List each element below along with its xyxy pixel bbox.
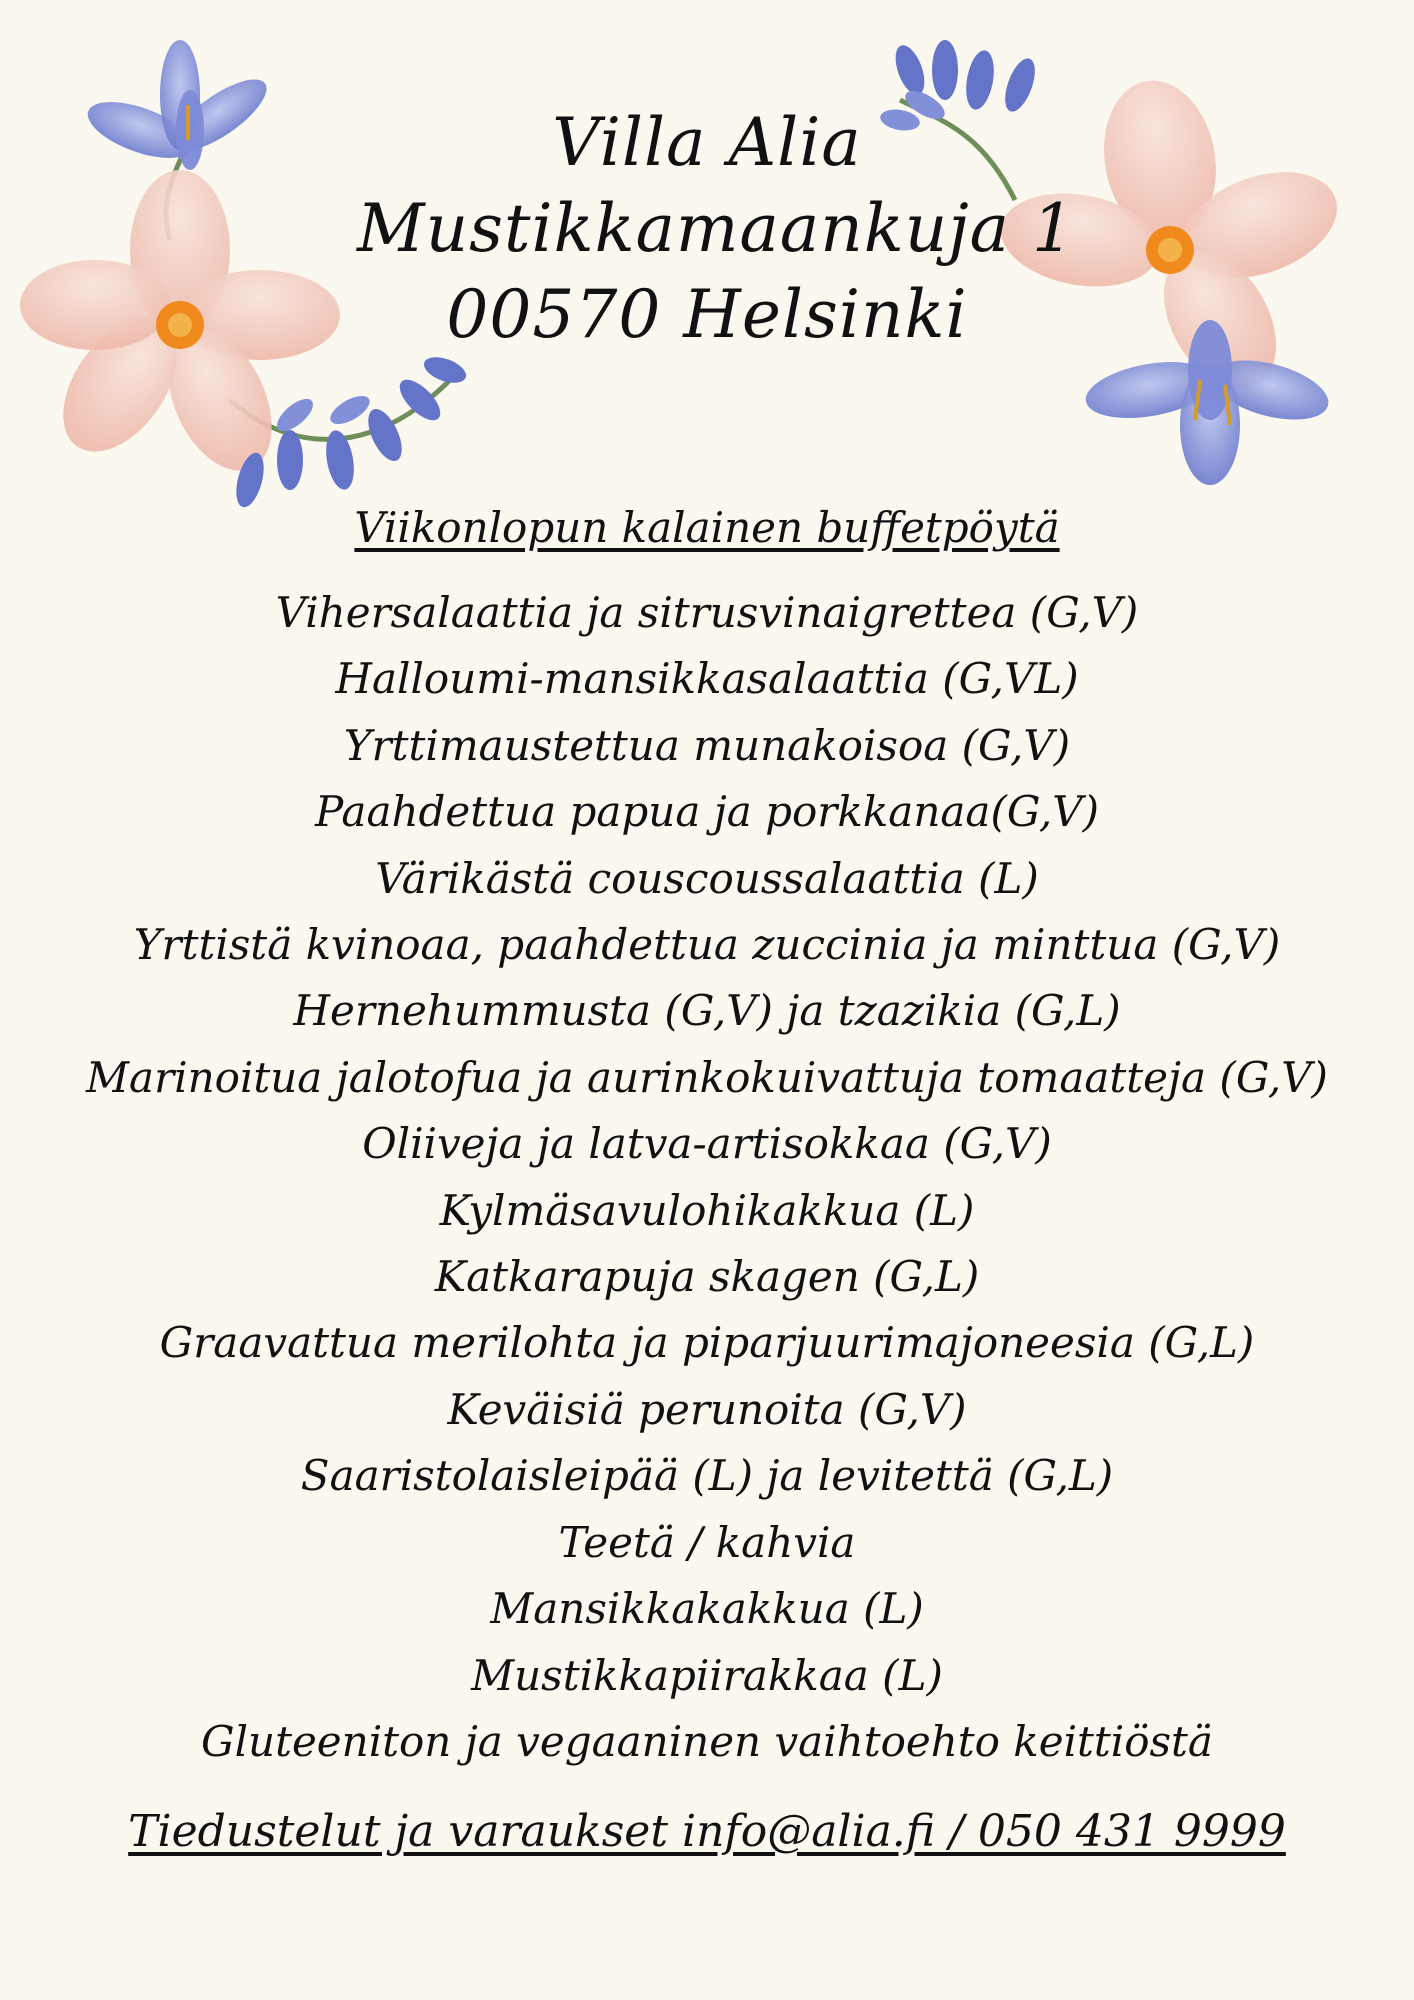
menu-item: Mustikkapiirakkaa (L) — [471, 1650, 943, 1700]
menu-list — [57, 580, 1357, 1775]
menu-item: Vihersalaattia ja sitrusvinaigrettea (G,V) — [275, 588, 1139, 637]
menu-item: Värikästä couscoussalaattia (L) — [375, 853, 1039, 903]
menu-item: Mansikkakakkua (L) — [490, 1584, 924, 1634]
menu-item: Oliiveja ja latva-artisokkaa (G,V) — [362, 1119, 1052, 1169]
menu-item: Marinoitua jalotofua ja aurinkokuivattuja tomaatteja (G,V) — [86, 1052, 1328, 1102]
venue-street: Mustikkamaankuja 1 — [357, 190, 1075, 267]
menu-item: Gluteeniton ja vegaaninen vaihtoehto keittiöstä — [201, 1716, 1213, 1766]
venue-name: Villa Alia — [552, 104, 862, 181]
menu-item: Graavattua merilohta ja piparjuurimajoneesia (G,L) — [159, 1318, 1255, 1368]
menu-item: Saaristolaisleipää (L) ja levitettä (G,L) — [300, 1451, 1114, 1501]
venue-header — [357, 100, 1075, 358]
menu-item: Yrttistä kvinoaa, paahdettua zuccinia ja minttua (G,V) — [133, 920, 1281, 970]
menu-title: Viikonlopun kalainen buffetpöytä — [354, 503, 1060, 552]
contact-info: Tiedustelut ja varaukset info@alia.fi / 050 431 9999 — [128, 1806, 1286, 1857]
venue-city: 00570 Helsinki — [446, 276, 968, 353]
menu-item: Paahdettua papua ja porkkanaa(G,V) — [315, 787, 1099, 837]
menu-item: Katkarapuja skagen (G,L) — [434, 1252, 980, 1302]
menu-item: Yrttimaustettua munakoisoa (G,V) — [343, 720, 1071, 770]
menu-item: Hernehummusta (G,V) ja tzazikia (G,L) — [293, 986, 1121, 1036]
menu-item: Halloumi-mansikkasalaattia (G,VL) — [335, 654, 1079, 704]
menu-item: Kylmäsavulohikakkua (L) — [439, 1185, 975, 1235]
menu-item: Teetä / kahvia — [558, 1517, 856, 1567]
menu-item: Keväisiä perunoita (G,V) — [447, 1384, 967, 1434]
